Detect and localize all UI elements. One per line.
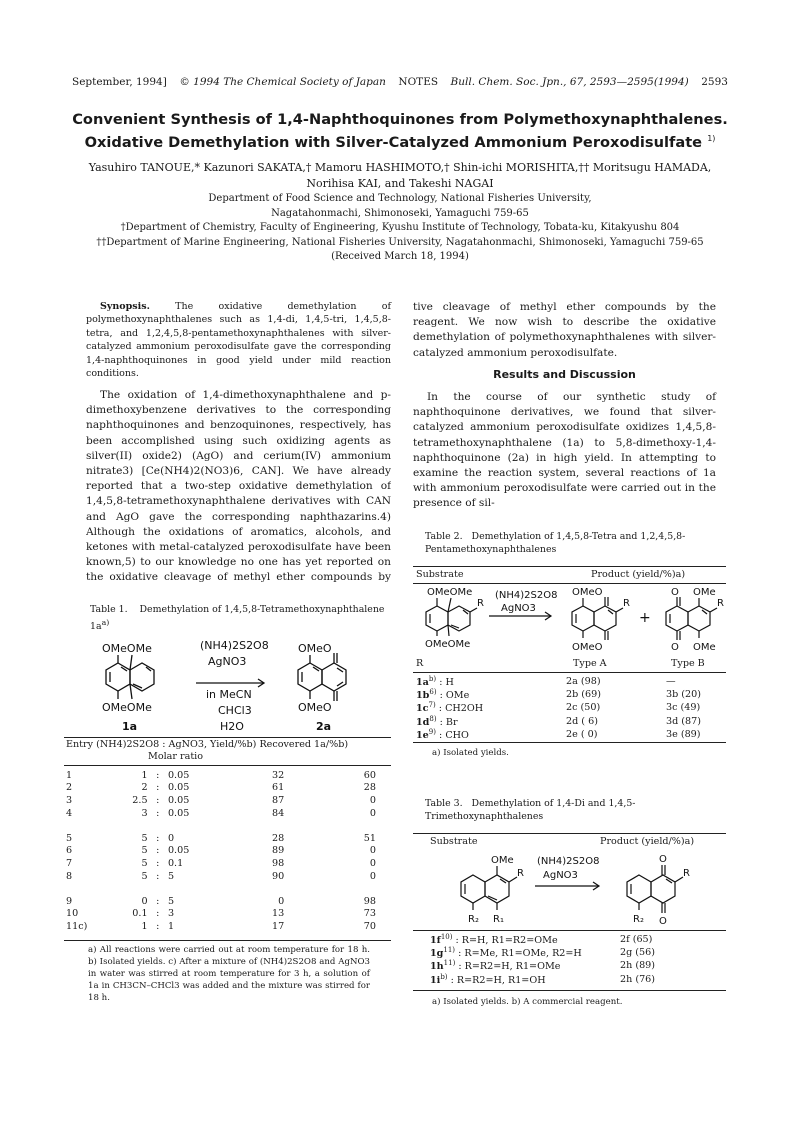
table3-body bbox=[430, 933, 710, 986]
table-row: 5 5 : 0 28 51 bbox=[66, 832, 376, 844]
t3-pr-o-bottom: O bbox=[659, 916, 667, 927]
table1-footnote: a) All reactions were carried out at room temperature for 18 h. b) Isolated yields. c) After a mixture of (NH4)2S2O8 and AgNO3 in water was stirred at room temperature for 3 h, a solution of 1a in CH3CN–CHCl3 was added and the mixture was stirred for 18 h. bbox=[88, 945, 370, 1003]
t3-sm-ome: OMe bbox=[491, 855, 514, 866]
table-row: 2 2 : 0.05 61 28 bbox=[66, 782, 376, 794]
table2-body bbox=[416, 675, 721, 741]
table2-col-a: Type A bbox=[573, 658, 607, 669]
intro-continuation: tive cleavage of methyl ether compounds by the reagent. We now wish to describe the oxidative demethylation of polymethoxynaphthalenes with silver-catalyzed ammonium peroxodisulfate. bbox=[413, 301, 716, 359]
t2-b-ome-bottom: OMe bbox=[693, 642, 716, 653]
table2-caption bbox=[425, 530, 715, 556]
scheme-cond2: CHCl3 bbox=[218, 704, 252, 717]
table1-label: Table 1. bbox=[90, 604, 128, 615]
table2-header bbox=[416, 569, 721, 580]
intro-paragraph bbox=[86, 388, 391, 588]
scheme-cond1: in MeCN bbox=[206, 688, 252, 701]
table3-footnote: a) Isolated yields. b) A commercial reagent. bbox=[432, 997, 623, 1007]
section-heading: Results and Discussion bbox=[493, 367, 636, 381]
table-row: 6 5 : 0.05 89 0 bbox=[66, 845, 376, 857]
t2-sm-r: R bbox=[477, 598, 484, 609]
table3-caption bbox=[425, 797, 715, 823]
synopsis-label: Synopsis. bbox=[100, 301, 150, 312]
pr-ome-top: OMeO bbox=[298, 642, 332, 655]
table1-header-line1: Entry (NH4)2S2O8 : AgNO3, Yield/%b) Recovered 1a/%b) bbox=[66, 739, 349, 750]
table-row: 10 0.1 : 3 13 73 bbox=[66, 908, 376, 920]
title-line-1: Convenient Synthesis of 1,4-Naphthoquinones from Polymethoxynaphthalenes. bbox=[72, 111, 728, 128]
sm-ome-top: OMeOMe bbox=[102, 642, 152, 655]
header-date: September, 1994] bbox=[72, 76, 167, 88]
table-row: $1e^{9)}$ : CHO 2e ( 0) 3e (89) bbox=[416, 727, 701, 741]
t2-reagent1: (NH4)2S2O8 bbox=[495, 590, 558, 601]
table1-body bbox=[66, 769, 376, 933]
t2-a-ome-top: OMeO bbox=[572, 587, 603, 598]
t3-sm-r: R bbox=[517, 868, 524, 879]
table3-header bbox=[430, 836, 720, 847]
table-row: $1b^{6)}$ : OMe 2b (69) 3b (20) bbox=[416, 688, 701, 702]
sm-ome-bottom: OMeOMe bbox=[102, 701, 152, 714]
t2-b-o-bottom: O bbox=[671, 642, 679, 653]
scheme-reagent1: (NH4)2S2O8 bbox=[200, 639, 269, 652]
title-ref: 1) bbox=[707, 134, 716, 143]
table2-label: Table 2. bbox=[425, 531, 463, 542]
t2-b-r: R bbox=[717, 598, 724, 609]
table-row: 3 2.5 : 0.05 87 0 bbox=[66, 794, 376, 806]
table-row: $1d^{8)}$ : Br 2d ( 6) 3d (87) bbox=[416, 714, 701, 728]
t3-pr-r: R bbox=[683, 868, 690, 879]
t2-a-ome-bottom: OMeO bbox=[572, 642, 603, 653]
pr-label: 2a bbox=[316, 720, 332, 733]
title-line-2 bbox=[60, 129, 740, 152]
table3-scheme bbox=[413, 850, 726, 930]
t3-reagent2: AgNO3 bbox=[543, 870, 578, 881]
table-row: $1f^{10)}$ : R=H, R1=R2=OMe 2f (65) bbox=[430, 933, 653, 947]
table2-col-header bbox=[416, 658, 721, 670]
t2-b-ome-top: OMe bbox=[693, 587, 716, 598]
table-row: 11c) 1 : 1 17 70 bbox=[66, 920, 376, 932]
affiliation-line: Department of Food Science and Technology, National Fisheries University, bbox=[208, 193, 592, 204]
received-date: (Received March 18, 1994) bbox=[331, 251, 469, 263]
table-row: 4 3 : 0.05 84 0 bbox=[66, 807, 376, 819]
table1-header bbox=[66, 739, 391, 763]
table2-title: Demethylation of 1,4,5,8-Tetra and 1,2,4,5,8-Pentamethoxynaphthalenes bbox=[425, 531, 686, 555]
table-row: 8 5 : 5 90 0 bbox=[66, 870, 376, 882]
sm-label: 1a bbox=[122, 720, 138, 733]
affiliation-line: ††Department of Marine Engineering, National Fisheries University, Nagatahonmachi, Shimonoseki, Yamaguchi 759-65 bbox=[96, 236, 704, 248]
table-row: 7 5 : 0.1 98 0 bbox=[66, 857, 376, 869]
running-header bbox=[72, 76, 728, 88]
table2-col-r: R bbox=[416, 658, 424, 669]
table3-head-product: Product (yield/%)a) bbox=[600, 836, 695, 847]
table-row: 9 0 : 5 0 98 bbox=[66, 895, 376, 907]
affiliation-line: Nagatahonmachi, Shimonoseki, Yamaguchi 759-65 bbox=[271, 207, 529, 219]
t3-sm-r1: R₁ bbox=[493, 914, 504, 925]
author-line-2: Norihisa KAI, and Takeshi NAGAI bbox=[306, 177, 494, 190]
table-row: $1c^{7)}$ : CH2OH 2c (50) 3c (49) bbox=[416, 701, 701, 715]
t2-reagent2: AgNO3 bbox=[501, 603, 536, 614]
author-list bbox=[60, 160, 740, 192]
results-text: In the course of our synthetic study of naphthoquinone derivatives, we found that silver-catalyzed ammonium peroxodisulfate oxidizes 1,4,5,8-tetramethoxynaphthalene (1a) to 5,8-dimethoxy-1,4-naphthoquinone (2a) in high yield. In attempting to examine the reaction system, several reactions of 1a with ammonium peroxodisulfate were carried out in the presence of sil- bbox=[413, 391, 716, 510]
table3-label: Table 3. bbox=[425, 798, 463, 809]
table2-scheme bbox=[413, 584, 726, 656]
table-row: $1h^{11)}$ : R=R2=H, R1=OMe 2h (89) bbox=[430, 959, 656, 973]
table2-head-substrate: Substrate bbox=[416, 569, 464, 580]
scheme-cond3: H2O bbox=[220, 720, 244, 733]
table-row: $1a^{b)}$ : H 2a (98) — bbox=[416, 675, 676, 689]
synopsis bbox=[86, 300, 391, 380]
t3-pr-r2: R₂ bbox=[633, 914, 644, 925]
table2-col-b: Type B bbox=[671, 658, 705, 669]
plus-sign: + bbox=[639, 610, 651, 626]
table3-title: Demethylation of 1,4-Di and 1,4,5-Trimethoxynaphthalenes bbox=[425, 798, 636, 822]
t3-pr-o-top: O bbox=[659, 854, 667, 865]
scheme-reagent2: AgNO3 bbox=[208, 655, 247, 668]
synopsis-text: The oxidative demethylation of polymethoxynaphthalenes such as 1,4-di, 1,4,5-tri, 1,4,5,8-tetra, and 1,2,4,5,8-pentamethoxynaphthalenes with silver-catalyzed ammonium peroxodisulfate gave the corresponding 1,4-naphthoquinones in good yield under mild reaction conditions. bbox=[86, 301, 391, 380]
t2-b-o-top: O bbox=[671, 587, 679, 598]
header-page-number: 2593 bbox=[701, 76, 728, 88]
table3-head-substrate: Substrate bbox=[430, 836, 478, 847]
affiliation-line: †Department of Chemistry, Faculty of Engineering, Kyushu Institute of Technology, Tobata-ku, Kitakyushu 804 bbox=[120, 222, 680, 234]
t2-sm-ome-top: OMeOMe bbox=[427, 587, 473, 598]
header-section: NOTES bbox=[398, 76, 439, 88]
t2-a-r: R bbox=[623, 598, 630, 609]
article-title bbox=[60, 110, 740, 152]
table1-scheme bbox=[88, 635, 393, 735]
author-line-1: Yasuhiro TANOUE,* Kazunori SAKATA,† Mamoru HASHIMOTO,† Shin-ichi MORISHITA,†† Moritsugu HAMADA, bbox=[88, 161, 712, 174]
t2-sm-ome-bottom: OMeOMe bbox=[425, 639, 471, 650]
header-copyright: © 1994 The Chemical Society of Japan bbox=[179, 76, 386, 88]
table2-footnote: a) Isolated yields. bbox=[432, 748, 509, 758]
t3-sm-r2: R₂ bbox=[468, 914, 479, 925]
table1-caption bbox=[90, 603, 390, 633]
title-line-2-text: Oxidative Demethylation with Silver-Catalyzed Ammonium Peroxodisulfate bbox=[84, 133, 703, 151]
intro-text: The oxidation of 1,4-dimethoxynaphthalene and p-dimethoxybenzene derivatives to the corresponding naphthoquinones and benzoquinones, respectively, has been accomplished using such oxidizing agents as silver(II) oxide2) (AgO) and cerium(IV) ammonium nitrate3) [Ce(NH4)2(NO3)6, CAN]. We have already reported that a two-step oxidative demethylation of 1,4,5,8-tetramethoxynaphthalene derivatives with CAN and AgO gave the corresponding naphthazarins.4) Although the oxidations of aromatics, alcohols, and ketones with metal-catalyzed peroxodisulfate have been known,5) to our knowledge no one has yet reported on the oxidative cleavage of methyl ether compounds by bbox=[86, 389, 391, 584]
right-column-body bbox=[413, 300, 716, 512]
t3-reagent1: (NH4)2S2O8 bbox=[537, 856, 600, 867]
pr-ome-bottom: OMeO bbox=[298, 701, 332, 714]
affiliations bbox=[60, 192, 740, 265]
table-row: $1g^{11)}$ : R=Me, R1=OMe, R2=H 2g (56) bbox=[430, 946, 655, 960]
table2-head-product: Product (yield/%)a) bbox=[591, 569, 686, 580]
header-citation: Bull. Chem. Soc. Jpn., 67, 2593—2595(1994) bbox=[450, 76, 689, 88]
table-row: $1i^{b)}$ : R=R2=H, R1=OH 2h (76) bbox=[430, 972, 656, 986]
table1-caption-ref: a) bbox=[101, 618, 110, 627]
table1-title: Demethylation of 1,4,5,8-Tetramethoxynaphthalene 1a bbox=[90, 604, 385, 633]
table1-header-line2: Molar ratio bbox=[148, 751, 204, 762]
table-row: 1 1 : 0.05 32 60 bbox=[66, 769, 376, 781]
